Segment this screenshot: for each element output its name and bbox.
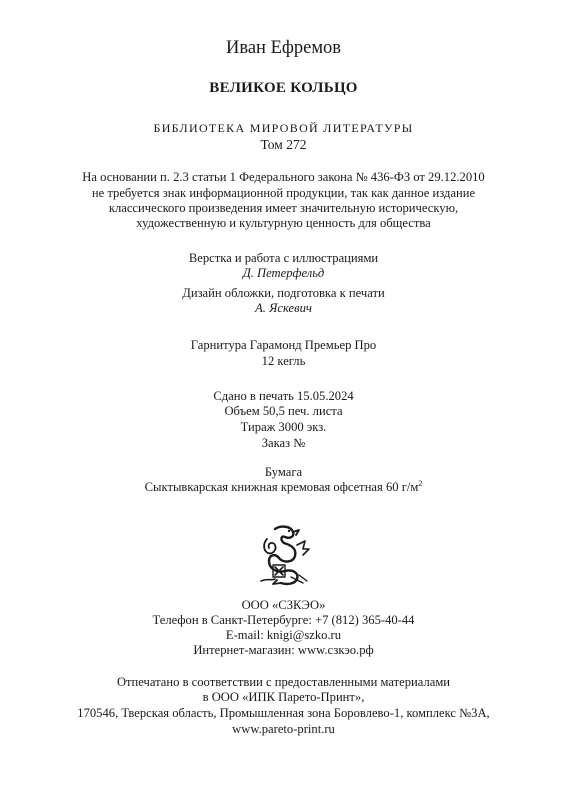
cover-credit-role: Дизайн обложки, подготовка к печати xyxy=(182,286,385,300)
publisher-shop: Интернет-магазин: www.сзкэо.рф xyxy=(193,643,374,657)
layout-credit-role: Верстка и работа с иллюстрациями xyxy=(188,251,379,265)
printer-website: www.pareto-print.ru xyxy=(232,722,335,736)
typeface-name: Гарнитура Гарамонд Премьер Про xyxy=(190,338,377,352)
series-name: БИБЛИОТЕКА МИРОВОЙ ЛИТЕРАТУРЫ xyxy=(153,121,414,135)
paper-description xyxy=(0,480,567,495)
print-volume: Объем 50,5 печ. листа xyxy=(224,404,343,418)
paper-description-text: Сыктывкарская книжная кремовая офсетная 60 г/м xyxy=(144,480,419,494)
book-author: Иван Ефремов xyxy=(225,38,342,58)
printer-line: в ООО «ИПК Парето-Принт», xyxy=(202,690,365,704)
printer-line: 170546, Тверская область, Промышленная зона Боровлево-1, комплекс №3А, xyxy=(77,706,490,720)
legal-notice-line: На основании п. 2.3 статьи 1 Федерального закона № 436-ФЗ от 29.12.2010 xyxy=(82,170,485,184)
print-signed-date: Сдано в печать 15.05.2024 xyxy=(213,389,354,403)
volume-number: Том 272 xyxy=(260,137,307,152)
paper-label: Бумага xyxy=(264,465,303,479)
cover-credit-name: А. Яскевич xyxy=(255,301,312,315)
typeface-size: 12 кегль xyxy=(261,354,306,368)
print-run: Тираж 3000 экз. xyxy=(240,420,327,434)
layout-credit-name: Д. Петерфельд xyxy=(242,266,325,280)
dragon-emblem-icon xyxy=(253,523,315,587)
paper-description-superscript: 2 xyxy=(418,478,423,488)
legal-notice-line: классического произведения имеет значительную историческую, xyxy=(108,201,459,215)
publisher-phone: Телефон в Санкт-Петербурге: +7 (812) 365-40-44 xyxy=(152,613,415,627)
legal-notice-line: не требуется знак информационной продукции, так как данное издание xyxy=(91,186,476,200)
book-title: ВЕЛИКОЕ КОЛЬЦО xyxy=(209,80,358,96)
legal-notice-line: художественную и культурную ценность для общества xyxy=(136,216,431,230)
printer-line: Отпечатано в соответствии с предоставленными материалами xyxy=(116,675,451,689)
print-order: Заказ № xyxy=(261,436,306,450)
publisher-name: ООО «СЗКЭО» xyxy=(241,598,326,612)
publisher-email: E-mail: knigi@szko.ru xyxy=(225,628,342,642)
